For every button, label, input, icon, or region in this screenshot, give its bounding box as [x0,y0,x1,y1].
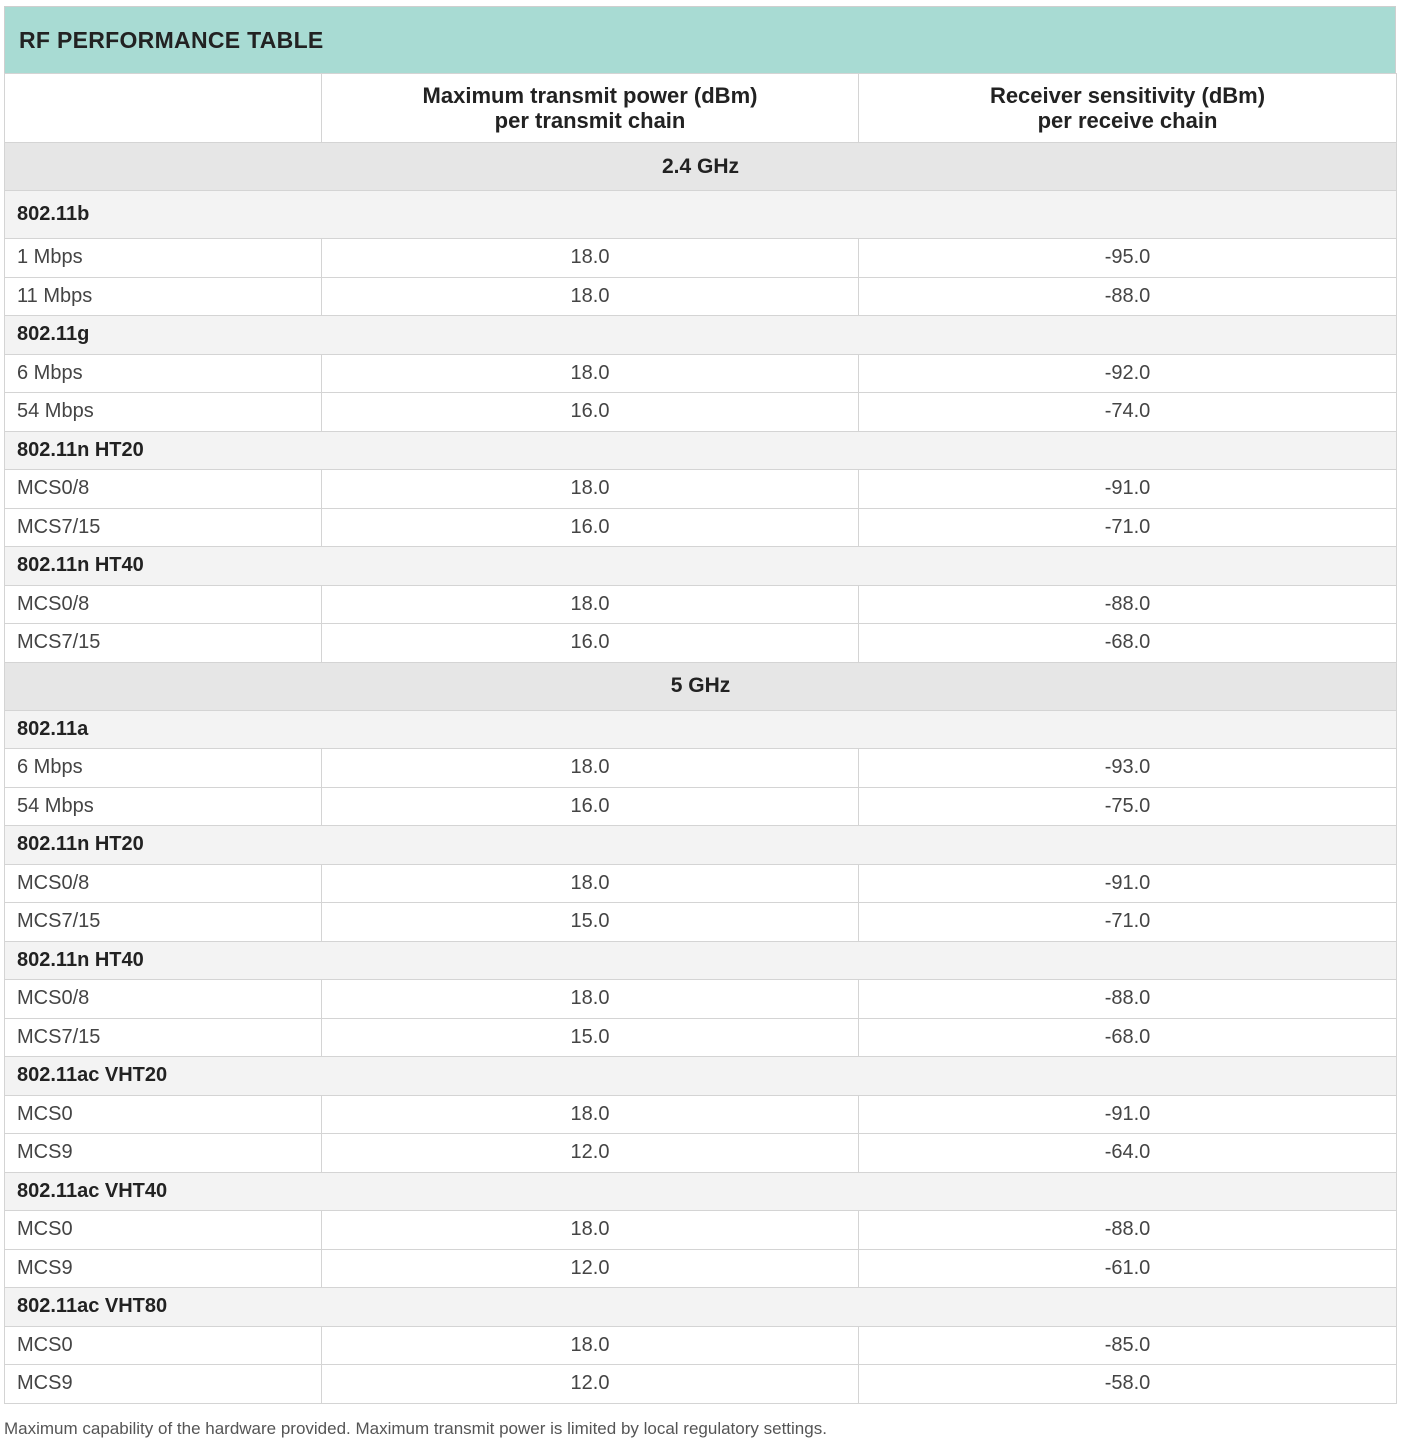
tx-power-cell: 12.0 [322,1249,859,1288]
footnote: Maximum capability of the hardware provided. Maximum transmit power is limited by local regulatory settings. [4,1419,827,1438]
data-rate-cell: MCS0/8 [5,585,322,624]
rx-sensitivity-cell: -88.0 [859,980,1397,1019]
header-tx-line2: per transmit chain [494,108,686,133]
table-row [5,980,1397,1019]
rx-sensitivity-cell: -74.0 [859,393,1397,432]
tx-power-cell: 15.0 [322,903,859,942]
header-tx-line1: Maximum transmit power (dBm) [422,83,758,108]
table-row [5,585,1397,624]
data-rate-cell: 11 Mbps [5,277,322,316]
band-name: 2.4 GHz [5,143,1397,191]
tx-power-cell: 16.0 [322,393,859,432]
data-rate-cell: MCS0/8 [5,470,322,509]
group-name: 802.11n HT20 [5,431,1397,470]
group-name: 802.11a [5,710,1397,749]
table-row [5,1134,1397,1173]
group-row [5,941,1397,980]
rx-sensitivity-cell: -68.0 [859,1018,1397,1057]
group-row [5,316,1397,355]
data-rate-cell: MCS9 [5,1365,322,1404]
table-row [5,277,1397,316]
data-rate-cell: 6 Mbps [5,354,322,393]
data-rate-cell: MCS7/15 [5,624,322,663]
table-row [5,393,1397,432]
tx-power-cell: 16.0 [322,624,859,663]
table-row [5,864,1397,903]
group-row [5,1172,1397,1211]
header-rx-line2: per receive chain [1037,108,1218,133]
data-rate-cell: MCS7/15 [5,508,322,547]
data-rate-cell: MCS7/15 [5,1018,322,1057]
data-rate-cell: 1 Mbps [5,239,322,278]
group-name: 802.11n HT40 [5,547,1397,586]
rx-sensitivity-cell: -64.0 [859,1134,1397,1173]
tx-power-cell: 12.0 [322,1134,859,1173]
tx-power-cell: 18.0 [322,239,859,278]
table-row [5,470,1397,509]
data-rate-cell: MCS0 [5,1211,322,1250]
data-rate-cell: 54 Mbps [5,787,322,826]
data-rate-cell: 54 Mbps [5,393,322,432]
table-row [5,239,1397,278]
table-row [5,508,1397,547]
tx-power-cell: 18.0 [322,277,859,316]
group-row [5,431,1397,470]
group-name: 802.11n HT20 [5,826,1397,865]
data-rate-cell: MCS9 [5,1134,322,1173]
tx-power-cell: 18.0 [322,749,859,788]
band-name: 5 GHz [5,662,1397,710]
rx-sensitivity-cell: -91.0 [859,470,1397,509]
rx-sensitivity-cell: -85.0 [859,1326,1397,1365]
rx-sensitivity-cell: -58.0 [859,1365,1397,1404]
rx-sensitivity-cell: -92.0 [859,354,1397,393]
data-rate-cell: MCS0 [5,1326,322,1365]
rf-performance-table-container [4,6,1396,1404]
tx-power-cell: 12.0 [322,1365,859,1404]
tx-power-cell: 15.0 [322,1018,859,1057]
data-rate-cell: MCS0/8 [5,980,322,1019]
tx-power-cell: 16.0 [322,787,859,826]
rx-sensitivity-cell: -71.0 [859,903,1397,942]
rx-sensitivity-cell: -91.0 [859,864,1397,903]
rx-sensitivity-cell: -93.0 [859,749,1397,788]
group-row [5,826,1397,865]
group-name: 802.11ac VHT40 [5,1172,1397,1211]
rx-sensitivity-cell: -75.0 [859,787,1397,826]
group-name: 802.11n HT40 [5,941,1397,980]
tx-power-cell: 18.0 [322,1095,859,1134]
header-rx-sensitivity [859,74,1397,143]
rx-sensitivity-cell: -91.0 [859,1095,1397,1134]
group-name: 802.11ac VHT20 [5,1057,1397,1096]
table-row [5,1326,1397,1365]
group-name: 802.11b [5,191,1397,239]
rx-sensitivity-cell: -71.0 [859,508,1397,547]
rx-sensitivity-cell: -61.0 [859,1249,1397,1288]
tx-power-cell: 18.0 [322,354,859,393]
table-row [5,1365,1397,1404]
band-row [5,143,1397,191]
tx-power-cell: 18.0 [322,585,859,624]
tx-power-cell: 16.0 [322,508,859,547]
header-tx-power [322,74,859,143]
table-row [5,1018,1397,1057]
rx-sensitivity-cell: -95.0 [859,239,1397,278]
table-row [5,1095,1397,1134]
group-name: 802.11g [5,316,1397,355]
table-row [5,749,1397,788]
tx-power-cell: 18.0 [322,470,859,509]
table-row [5,903,1397,942]
rx-sensitivity-cell: -88.0 [859,277,1397,316]
tx-power-cell: 18.0 [322,980,859,1019]
table-row [5,1211,1397,1250]
group-name: 802.11ac VHT80 [5,1288,1397,1327]
tx-power-cell: 18.0 [322,864,859,903]
table-row [5,1249,1397,1288]
header-rx-line1: Receiver sensitivity (dBm) [989,83,1266,108]
group-row [5,710,1397,749]
table-body [5,143,1397,1404]
table-title: RF PERFORMANCE TABLE [19,26,324,53]
data-rate-cell: MCS7/15 [5,903,322,942]
header-empty-cell [5,74,322,143]
rx-sensitivity-cell: -88.0 [859,1211,1397,1250]
table-row [5,624,1397,663]
data-rate-cell: 6 Mbps [5,749,322,788]
group-row [5,191,1397,239]
band-row [5,662,1397,710]
group-row [5,1057,1397,1096]
data-rate-cell: MCS0/8 [5,864,322,903]
tx-power-cell: 18.0 [322,1211,859,1250]
data-rate-cell: MCS0 [5,1095,322,1134]
group-row [5,1288,1397,1327]
table-header-row [5,74,1397,143]
rx-sensitivity-cell: -68.0 [859,624,1397,663]
rx-sensitivity-cell: -88.0 [859,585,1397,624]
table-title-bar [4,6,1396,73]
group-row [5,547,1397,586]
table-row [5,354,1397,393]
tx-power-cell: 18.0 [322,1326,859,1365]
table-row [5,787,1397,826]
data-rate-cell: MCS9 [5,1249,322,1288]
rf-performance-table [4,73,1397,1404]
